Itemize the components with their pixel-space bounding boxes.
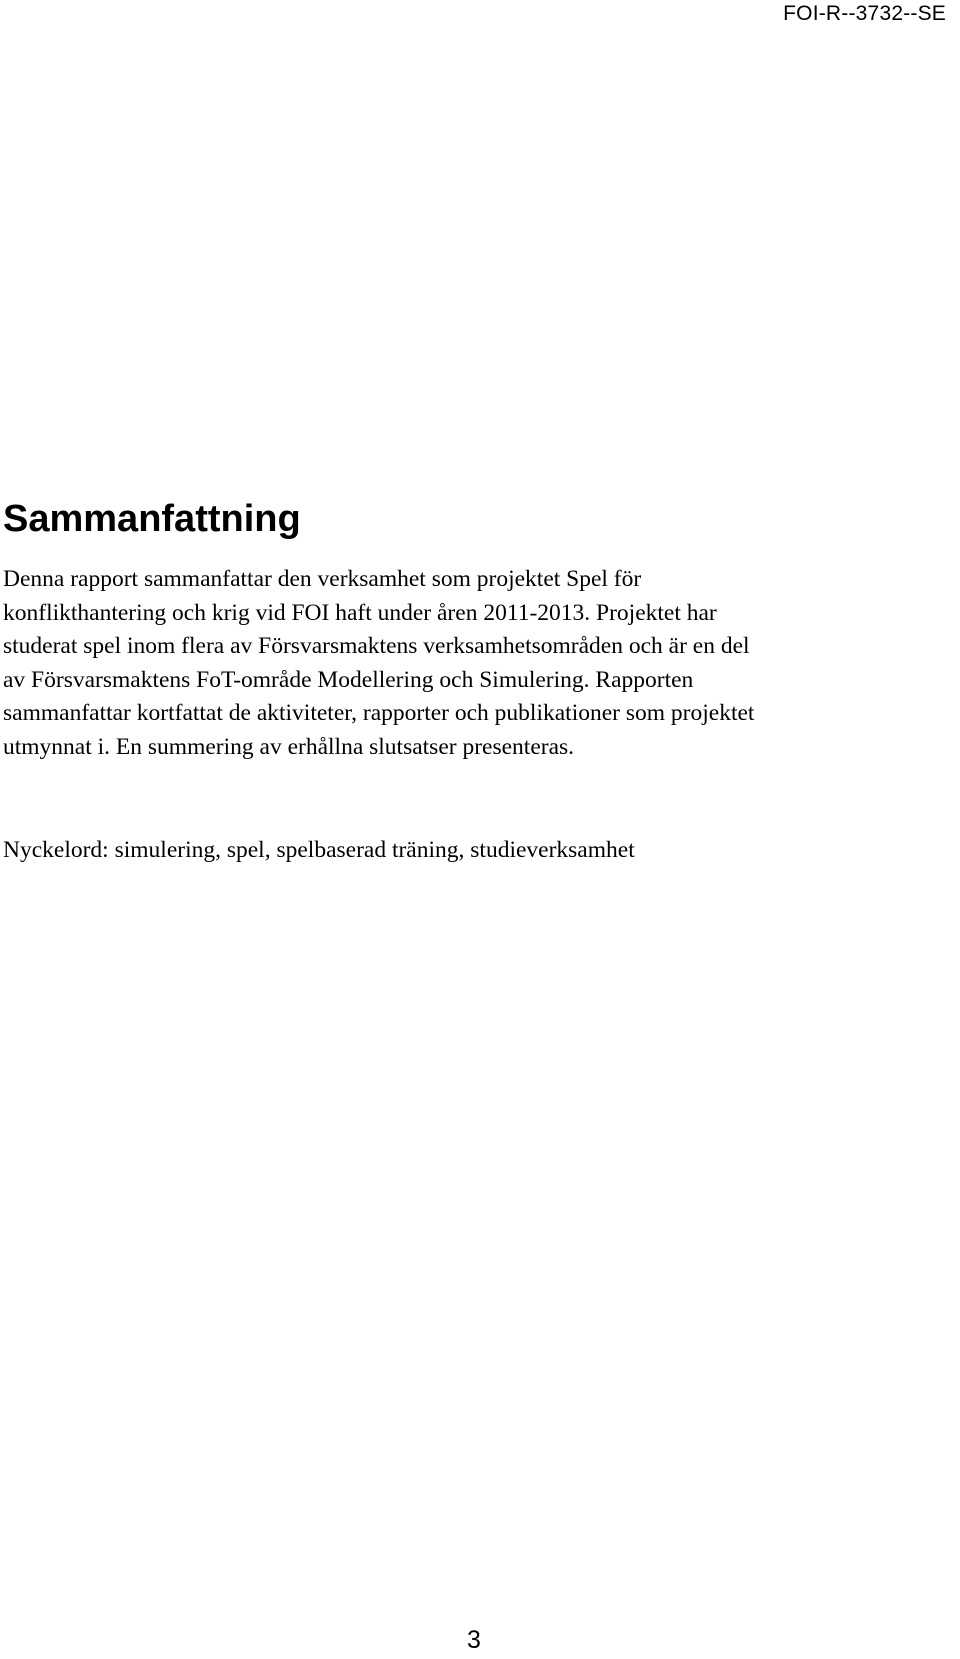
summary-line: studerat spel inom flera av Försvarsmaktens verksamhetsområden och är en del bbox=[3, 633, 750, 659]
keywords-line: Nyckelord: simulering, spel, spelbaserad träning, studieverksamhet bbox=[3, 837, 635, 863]
page-title: Sammanfattning bbox=[3, 498, 301, 540]
summary-line: konflikthantering och krig vid FOI haft under åren 2011-2013. Projektet har bbox=[3, 599, 717, 626]
summary-paragraph bbox=[3, 563, 953, 764]
summary-line: utmynnat i. En summering av erhållna slutsatser presenteras. bbox=[3, 733, 575, 760]
report-id: FOI-R--3732--SE bbox=[783, 2, 946, 25]
summary-line: Denna rapport sammanfattar den verksamhet som projektet Spel för bbox=[3, 566, 642, 592]
page-number: 3 bbox=[467, 1626, 481, 1654]
summary-line: av Försvarsmaktens FoT-område Modellering och Simulering. Rapporten bbox=[3, 666, 694, 693]
summary-line: sammanfattar kortfattat de aktiviteter, rapporter och publikationer som projektet bbox=[3, 700, 755, 726]
